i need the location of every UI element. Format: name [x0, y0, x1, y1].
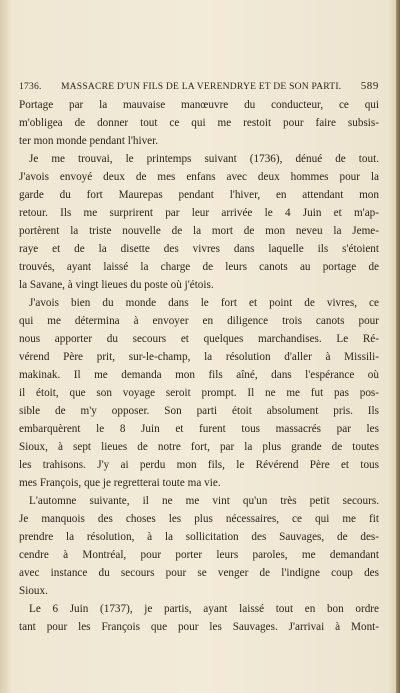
page-edge-shadow — [396, 0, 400, 693]
text-line: portèrent la triste nouvelle de la mort de mon neveu la Jeme- — [19, 225, 379, 237]
running-head-title: MASSACRE D'UN FILS DE LA VERENDRYE ET DE SON PARTI. — [60, 81, 342, 92]
text-line: m'obligea de donner tout ce qui me restoit pour faire subsis- — [19, 117, 379, 129]
text-line: sible de m'y opposer. Son parti étoit absolument pris. Ils — [19, 405, 379, 417]
text-line: Sioux. — [19, 585, 48, 597]
text-line: embarquèrent le 8 Juin et furent tous massacrés par les — [19, 423, 379, 435]
text-line: les trahisons. J'y ai perdu mon fils, le Révérend Père et tous — [19, 459, 379, 471]
text-line: retour. Ils me surprirent par leur arrivée le 4 Juin et m'ap- — [19, 207, 379, 219]
text-line: il étoit, que son voyage seroit prompt. Il ne me fut pas pos- — [19, 387, 379, 399]
text-line: L'automne suivante, il ne me vint qu'un très petit secours. — [29, 495, 379, 507]
text-line: cendre à Montréal, pour porter leurs paroles, me demandant — [19, 549, 379, 561]
text-line: Le 6 Juin (1737), je partis, ayant laissé tout en bon ordre — [29, 603, 379, 615]
text-line: la Savane, à vingt lieues du poste où j'étois. — [19, 279, 214, 291]
text-line: makinak. Il me demanda mon fils aîné, dans l'espérance où — [19, 369, 379, 381]
text-line: mes François, que je regretterai toute ma vie. — [19, 477, 221, 489]
text-line: J'avois bien du monde dans le fort et point de vivres, ce — [29, 297, 379, 309]
text-line: raye et de la disette des vivres dans laquelle ils s'étoient — [19, 243, 379, 255]
text-line: garde du fort Maurepas pendant l'hiver, en attendant mon — [19, 189, 379, 201]
text-line: Je manquois des choses les plus nécessaires, ce qui me fit — [19, 513, 379, 525]
body-text — [19, 96, 379, 636]
running-head-year: 1736. — [19, 81, 42, 92]
text-line: Sioux, à sept lieues de notre fort, par la plus grande de toutes — [19, 441, 379, 453]
text-line: Portage par la mauvaise manœuvre du conducteur, ce qui — [19, 99, 379, 111]
text-block — [19, 76, 379, 636]
text-line: Je me trouvai, le printemps suivant (1736), dénué de tout. — [29, 153, 379, 165]
text-line: prendre la résolution, à la sollicitation des Sauvages, de des- — [19, 531, 379, 543]
text-line: tant pour les François que pour les Sauvages. J'arrivai à Mont- — [19, 621, 379, 633]
text-line: nous apporter du secours et quelques marchandises. Le Ré- — [19, 333, 379, 345]
text-line: ter mon monde pendant l'hiver. — [19, 135, 159, 147]
page-number: 589 — [360, 80, 379, 92]
text-line: vérend Père prit, sur-le-champ, la résolution d'aller à Missili- — [19, 351, 379, 363]
text-line: avec instance du secours pour se venger de l'indigne coup des — [19, 567, 379, 579]
running-head — [19, 76, 379, 96]
text-line: J'avois envoyé deux de mes enfans avec deux hommes pour la — [19, 171, 379, 183]
text-line: trouvés, ayant laissé la charge de leurs canots au portage de — [19, 261, 379, 273]
text-line: qui me détermina à envoyer en diligence trois canots pour — [19, 315, 379, 327]
